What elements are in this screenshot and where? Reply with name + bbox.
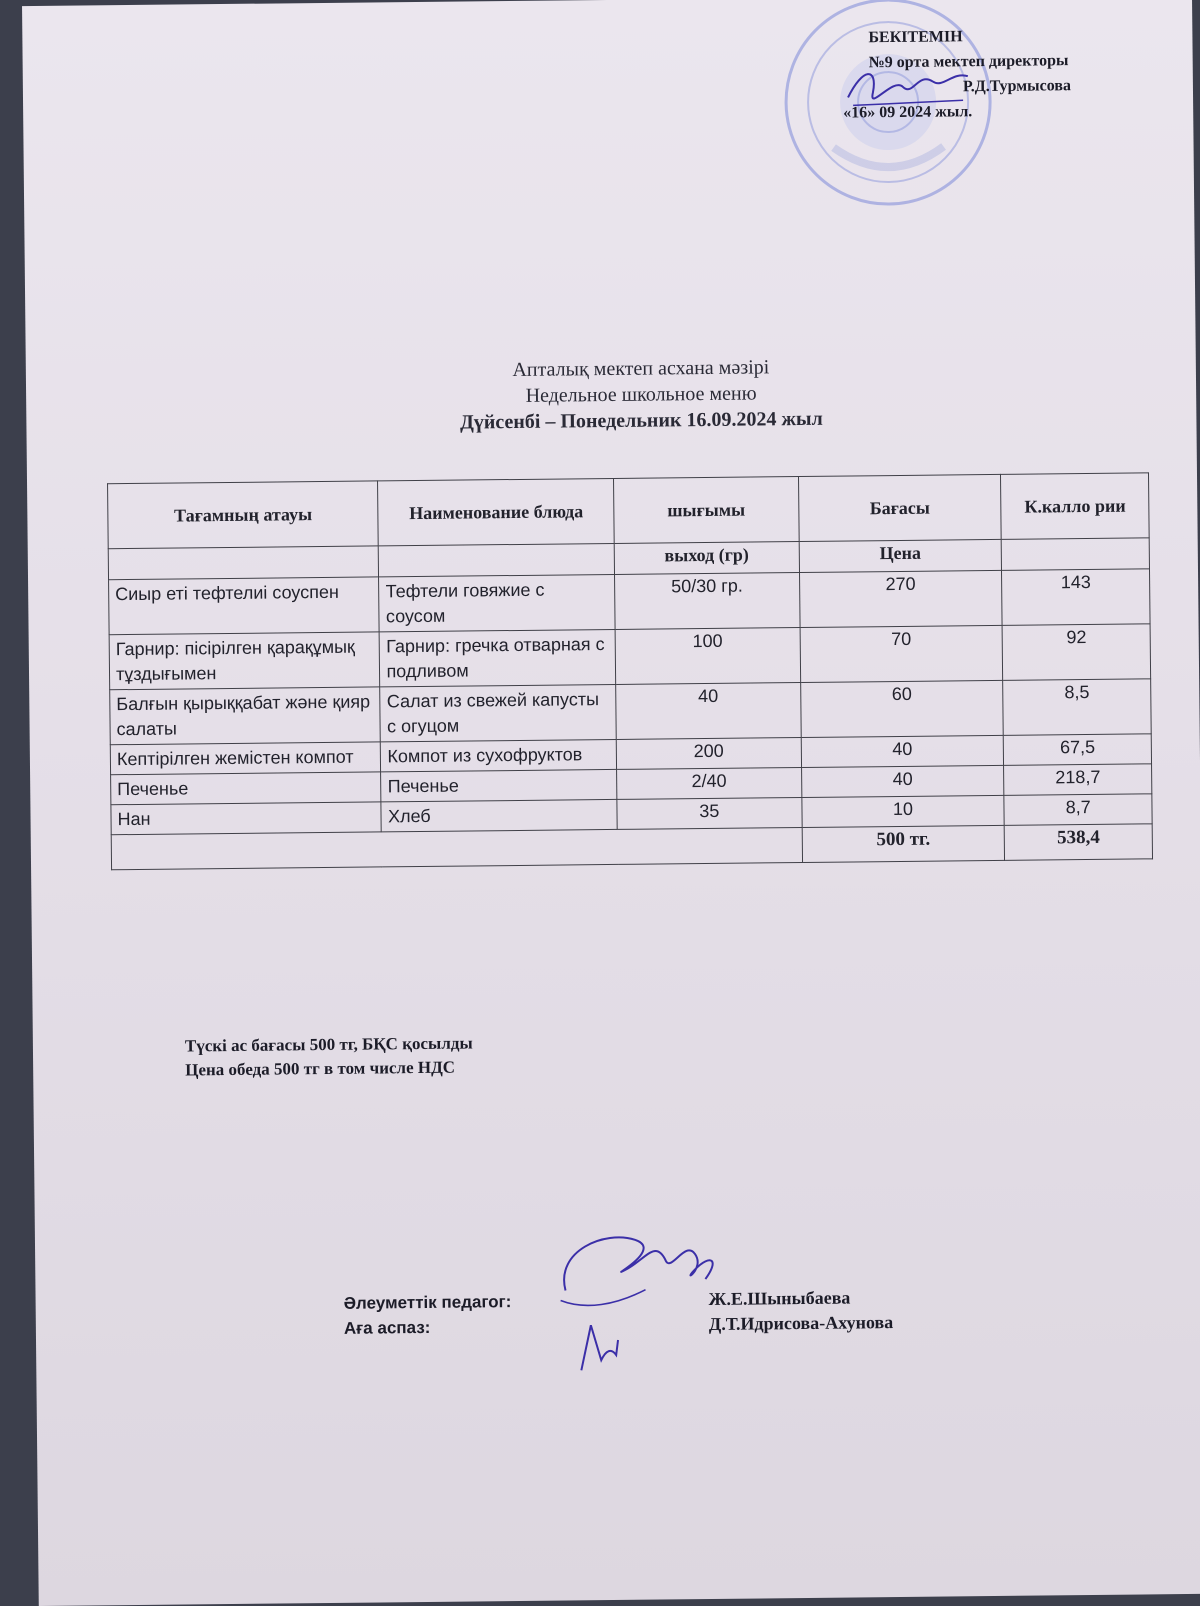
dish-ru: Гарнир: гречка отварная с подливом [380,629,616,686]
menu-heading [26,349,1200,440]
approval-position: №9 орта мектеп директоры [868,52,1069,72]
heading-russian: Недельное школьное меню [525,382,757,407]
dish-price: 40 [801,735,1004,767]
menu-table [107,472,1153,870]
subheader-empty [1002,538,1150,571]
subheader-empty [108,546,379,580]
signer-name: Ж.Е.Шыныбаева [708,1287,851,1310]
dish-ru: Салат из свежей капусты с огуцом [380,684,616,741]
heading-kazakh: Апталық мектеп асхана мәзірі [512,356,770,382]
dish-kcal: 8,7 [1004,794,1152,826]
dish-kz: Гарнир: пісірілген қарақұмық тұздығымен [109,632,380,690]
dish-ru: Печенье [381,769,617,801]
dish-kcal: 143 [1002,569,1150,626]
subheader-yield: выход (гр) [614,542,799,575]
table-header-row [108,473,1150,549]
dish-price: 70 [800,625,1003,682]
dish-yield: 40 [616,683,801,740]
dish-yield: 35 [617,798,802,830]
dish-kz: Печенье [111,772,382,805]
signer-role: Аға аспаз: [343,1317,431,1338]
approval-director-name: Р.Д.Турмысова [962,77,1072,96]
dish-yield: 2/40 [617,768,802,800]
price-note-kz: Түскі ас бағасы 500 тг, БҚС қосылды [184,1033,473,1056]
dish-ru: Тефтели говяжие с соусом [379,574,615,631]
dish-kz: Кептірілген жемістен компот [110,742,381,775]
price-note [185,1031,473,1082]
dish-yield: 50/30 гр. [615,573,800,630]
total-blank [111,828,802,870]
header-kcal: К.калло рии [1001,473,1149,540]
total-kcal: 538,4 [1005,824,1153,861]
dish-price: 270 [799,570,1002,627]
heading-date: Дүйсенбі – Понедельник 16.09.2024 жыл [459,407,823,434]
dish-kz: Нан [111,802,382,835]
dish-price: 10 [801,795,1004,827]
signer-name: Д.Т.Идрисова-Ахунова [708,1312,894,1335]
dish-kcal: 8,5 [1003,679,1151,736]
dish-kz: Балғын қырыққабат және қияр салаты [110,687,381,745]
header-kz-name: Тағамның атауы [108,481,379,549]
menu-sheet [22,0,1200,1606]
dish-price: 40 [801,765,1004,797]
dish-kcal: 92 [1002,624,1150,681]
dish-kz: Сиыр еті тефтелиі соуспен [109,577,380,635]
subheader-empty [379,543,615,576]
approval-block [842,22,1143,125]
header-ru-name: Наименование блюда [378,478,614,545]
header-yield: шығымы [614,477,799,544]
dish-price: 60 [800,680,1003,737]
header-price: Бағасы [798,474,1002,541]
approval-date: «16» 09 2024 жыл. [843,103,973,122]
dish-ru: Компот из сухофруктов [381,739,617,771]
price-note-ru: Цена обеда 500 тг в том числе НДС [185,1057,456,1080]
dish-yield: 200 [616,738,801,770]
dish-kcal: 67,5 [1004,734,1152,766]
total-price: 500 тг. [802,825,1005,862]
dish-ru: Хлеб [381,799,617,831]
dish-kcal: 218,7 [1004,764,1152,796]
signers-block [344,1283,1044,1340]
dish-yield: 100 [615,628,800,685]
subheader-price: Цена [799,539,1002,572]
approval-title: БЕКІТЕМІН [868,28,963,47]
signer-role: Әлеуметтік педагог: [343,1292,512,1313]
